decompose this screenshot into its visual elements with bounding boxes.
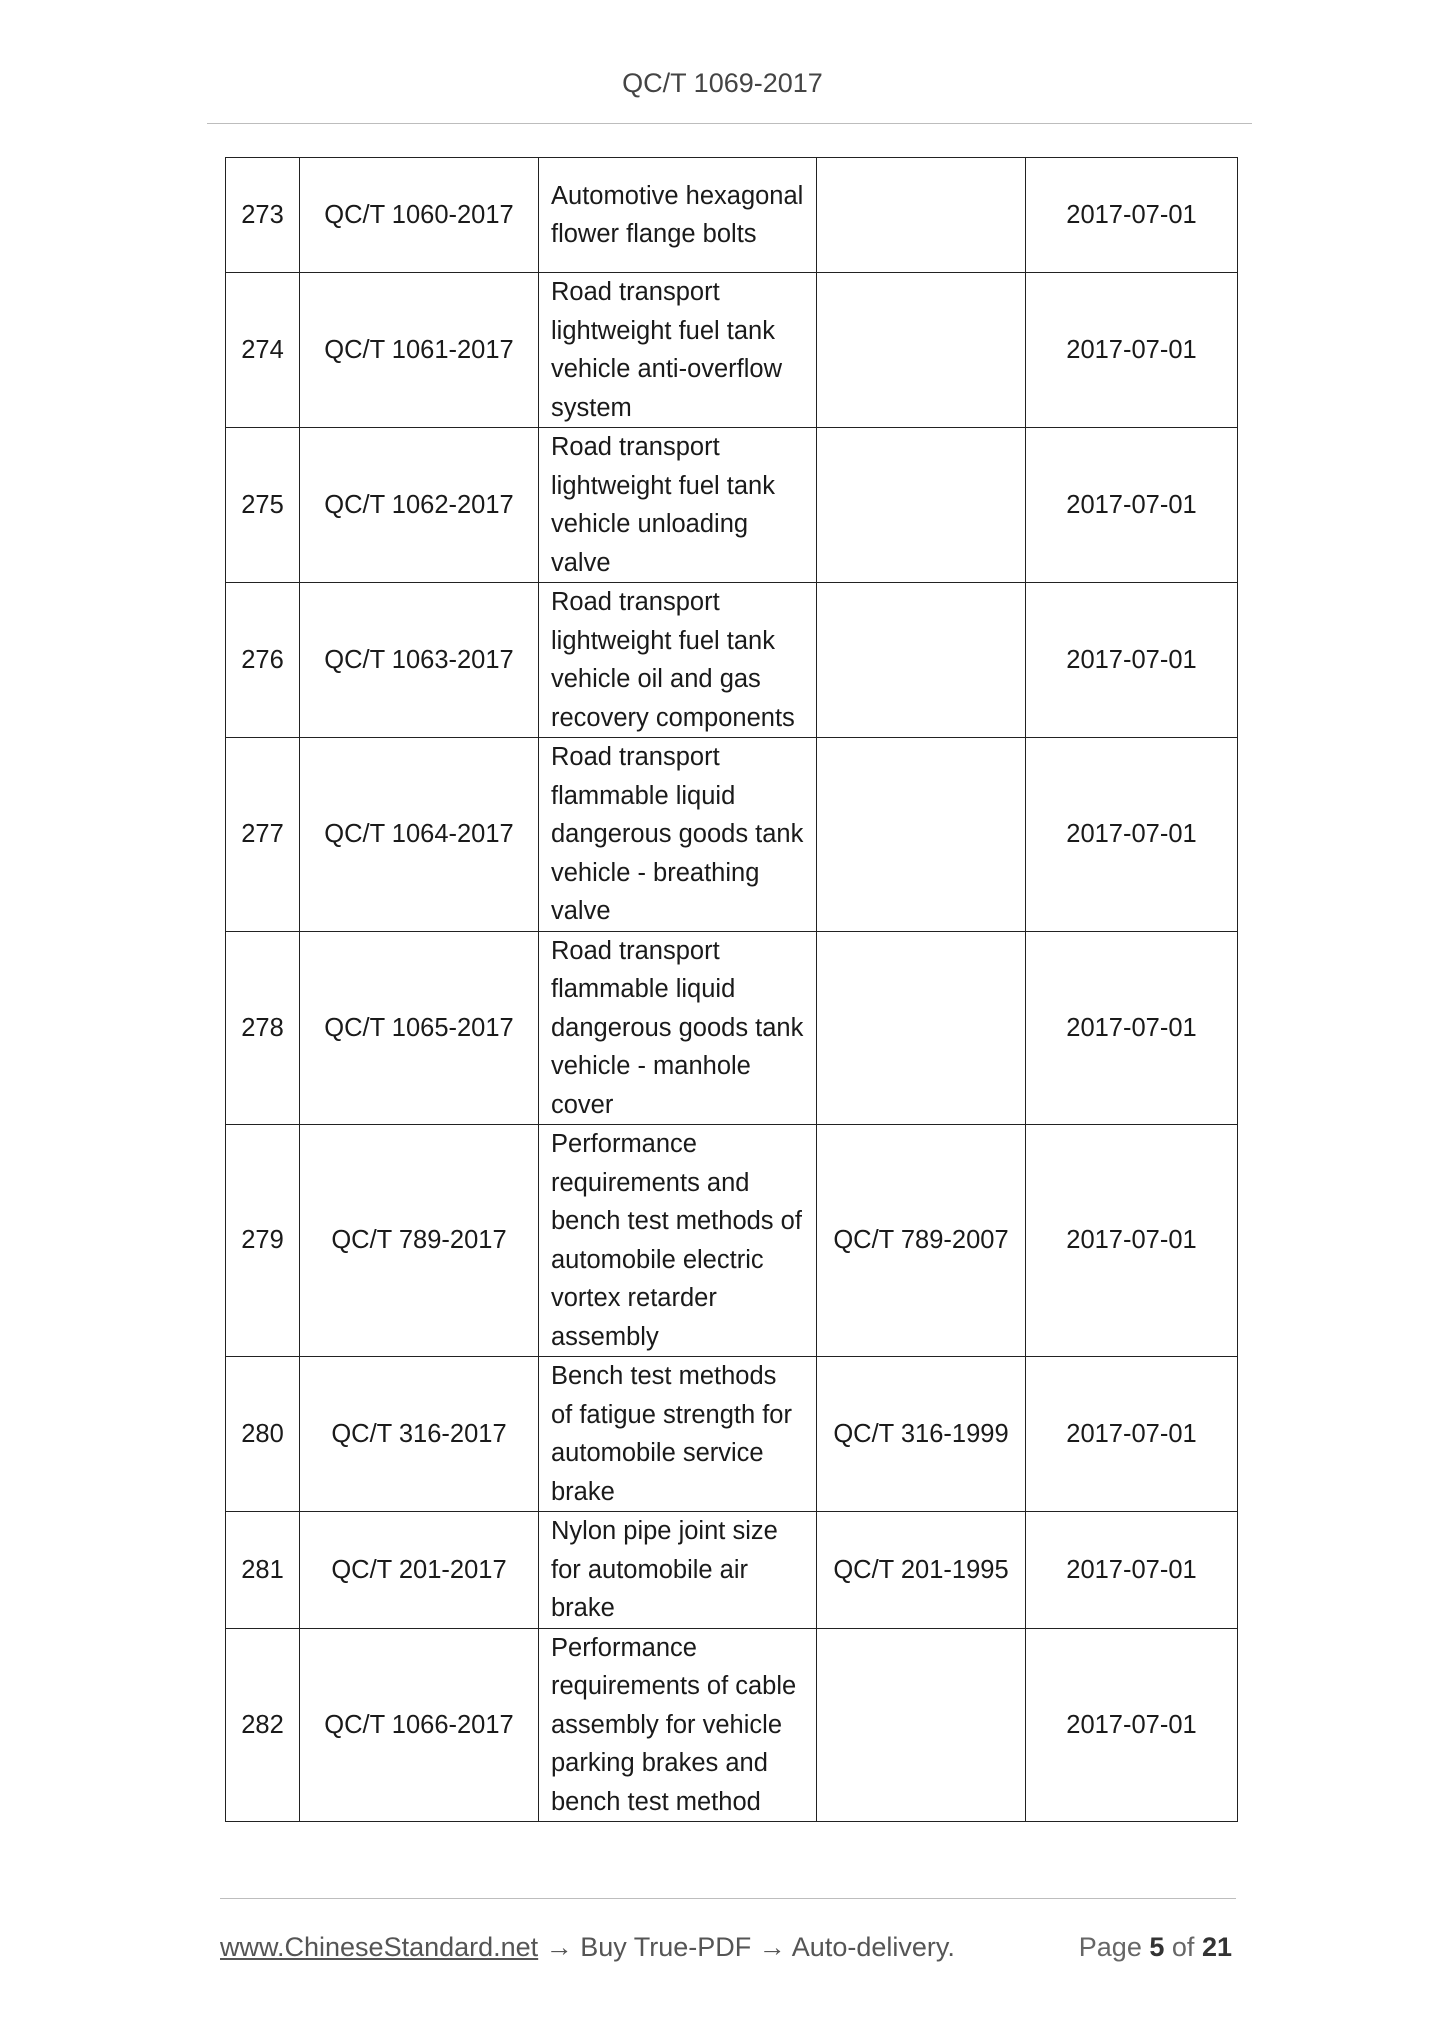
standard-title: Road transport lightweight fuel tank vehicle anti-overflow system <box>539 273 817 428</box>
standard-title: Bench test methods of fatigue strength for automobile service brake <box>539 1357 817 1512</box>
row-number: 277 <box>226 738 300 932</box>
website-link[interactable]: www.ChineseStandard.net <box>220 1932 539 1962</box>
standard-title: Road transport flammable liquid dangerous goods tank vehicle - manhole cover <box>539 931 817 1125</box>
arrow-icon: → <box>545 1932 573 1962</box>
page-indicator <box>1079 1932 1232 1963</box>
replaced-standard <box>817 158 1026 273</box>
standard-code: QC/T 316-2017 <box>300 1357 539 1512</box>
of-label: of <box>1171 1932 1195 1962</box>
replaced-standard <box>817 931 1026 1125</box>
standard-title: Performance requirements of cable assembly for vehicle parking brakes and bench test method <box>539 1628 817 1822</box>
table-row <box>226 583 1238 738</box>
implementation-date: 2017-07-01 <box>1026 738 1238 932</box>
replaced-standard: QC/T 316-1999 <box>817 1357 1026 1512</box>
standard-title: Nylon pipe joint size for automobile air brake <box>539 1512 817 1629</box>
row-number: 274 <box>226 273 300 428</box>
row-number: 273 <box>226 158 300 273</box>
row-number: 282 <box>226 1628 300 1822</box>
replaced-standard: QC/T 201-1995 <box>817 1512 1026 1629</box>
standard-code: QC/T 1065-2017 <box>300 931 539 1125</box>
implementation-date: 2017-07-01 <box>1026 1628 1238 1822</box>
page-number: 5 <box>1149 1932 1165 1962</box>
standard-code: QC/T 1061-2017 <box>300 273 539 428</box>
implementation-date: 2017-07-01 <box>1026 273 1238 428</box>
implementation-date: 2017-07-01 <box>1026 931 1238 1125</box>
standard-code: QC/T 789-2017 <box>300 1125 539 1357</box>
replaced-standard <box>817 738 1026 932</box>
row-number: 279 <box>226 1125 300 1357</box>
row-number: 275 <box>226 428 300 583</box>
row-number: 280 <box>226 1357 300 1512</box>
table-row <box>226 931 1238 1125</box>
standard-title: Road transport lightweight fuel tank vehicle unloading valve <box>539 428 817 583</box>
replaced-standard <box>817 273 1026 428</box>
standard-title: Performance requirements and bench test methods of automobile electric vortex retarder assembly <box>539 1125 817 1357</box>
table-row <box>226 1628 1238 1822</box>
implementation-date: 2017-07-01 <box>1026 583 1238 738</box>
implementation-date: 2017-07-01 <box>1026 1512 1238 1629</box>
standard-title: Road transport lightweight fuel tank vehicle oil and gas recovery components <box>539 583 817 738</box>
header-divider <box>207 123 1252 124</box>
replaced-standard: QC/T 789-2007 <box>817 1125 1026 1357</box>
auto-delivery-text: Auto-delivery. <box>791 1932 955 1962</box>
table-row <box>226 738 1238 932</box>
standards-table <box>225 157 1238 1822</box>
standard-title: Automotive hexagonal flower flange bolts <box>539 158 817 273</box>
row-number: 281 <box>226 1512 300 1629</box>
page-header-title: QC/T 1069-2017 <box>622 68 823 98</box>
standard-code: QC/T 1060-2017 <box>300 158 539 273</box>
footer-promo <box>220 1932 955 1963</box>
implementation-date: 2017-07-01 <box>1026 158 1238 273</box>
table-row <box>226 428 1238 583</box>
table-row <box>226 1357 1238 1512</box>
row-number: 276 <box>226 583 300 738</box>
footer-divider <box>220 1898 1236 1899</box>
standard-code: QC/T 1066-2017 <box>300 1628 539 1822</box>
standard-code: QC/T 1064-2017 <box>300 738 539 932</box>
arrow-icon: → <box>758 1932 786 1962</box>
standard-code: QC/T 201-2017 <box>300 1512 539 1629</box>
replaced-standard <box>817 1628 1026 1822</box>
buy-true-pdf-text: Buy True-PDF <box>580 1932 752 1962</box>
implementation-date: 2017-07-01 <box>1026 1125 1238 1357</box>
replaced-standard <box>817 428 1026 583</box>
standard-code: QC/T 1062-2017 <box>300 428 539 583</box>
replaced-standard <box>817 583 1026 738</box>
table-row <box>226 1512 1238 1629</box>
page-label: Page <box>1078 1932 1142 1962</box>
row-number: 278 <box>226 931 300 1125</box>
standard-title: Road transport flammable liquid dangerous goods tank vehicle - breathing valve <box>539 738 817 932</box>
standard-code: QC/T 1063-2017 <box>300 583 539 738</box>
table-row <box>226 158 1238 273</box>
implementation-date: 2017-07-01 <box>1026 428 1238 583</box>
table-row <box>226 1125 1238 1357</box>
implementation-date: 2017-07-01 <box>1026 1357 1238 1512</box>
page-total: 21 <box>1201 1932 1232 1962</box>
table-row <box>226 273 1238 428</box>
